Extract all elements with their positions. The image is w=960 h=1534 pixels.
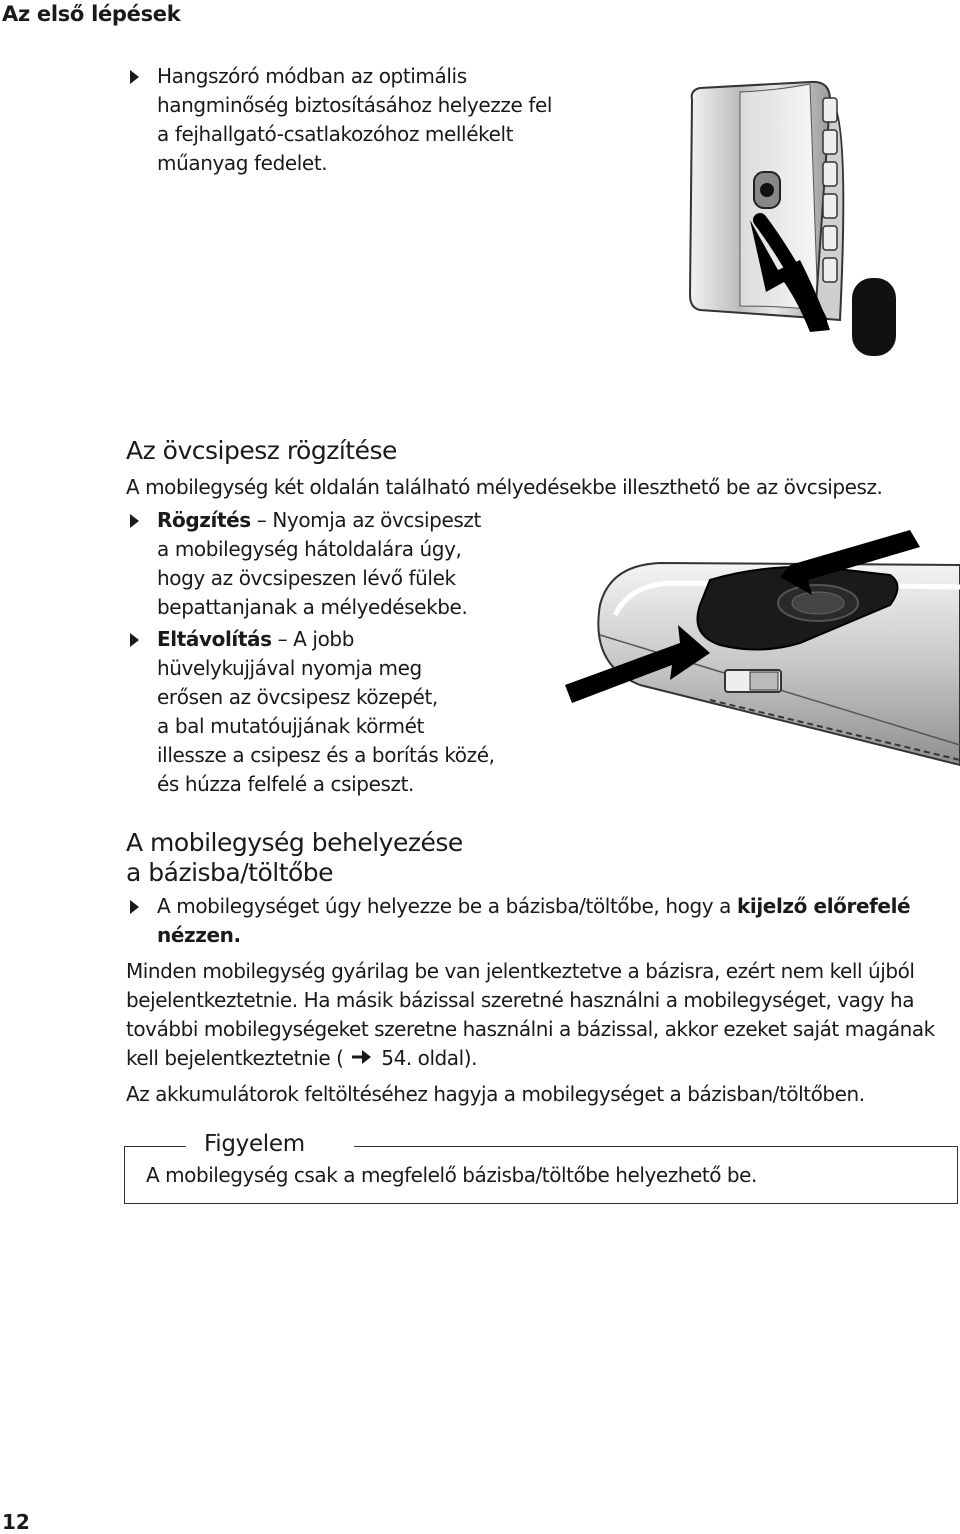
attach-label: Rögzítés xyxy=(157,508,251,532)
page-number: 12 xyxy=(2,1510,30,1534)
remove-line: hüvelykujjával nyomja meg xyxy=(157,656,422,680)
triangle-right-icon xyxy=(126,892,157,950)
remove-bullet xyxy=(126,625,546,799)
triangle-right-icon xyxy=(126,506,157,622)
page-reference-link[interactable]: 54. oldal). xyxy=(381,1046,477,1070)
section-heading-placing-line2: a bázisba/töltőbe xyxy=(126,858,334,887)
placing-bullet-text: A mobilegységet úgy helyezze be a bázisba/töltőbe, hogy a xyxy=(157,894,737,918)
registration-line: kell bejelentkeztetnie ( xyxy=(126,1046,344,1070)
attach-bullet xyxy=(126,506,546,622)
attach-line: a mobilegység hátoldalára úgy, xyxy=(157,537,462,561)
remove-line: és húzza felfelé a csipeszt. xyxy=(157,772,415,796)
placing-bullet-bold: kijelző előrefelé xyxy=(736,894,911,918)
registration-line: bejelentkeztetnie. Ha másik bázissal szeretné használni a mobilegységet, vagy ha xyxy=(126,988,915,1012)
placing-bullet-bold: nézzen. xyxy=(157,923,241,947)
remove-line: erősen az övcsipesz közepét, xyxy=(157,685,438,709)
section-heading-belt-clip: Az övcsipesz rögzítése xyxy=(126,436,397,465)
intro-line: hangminőség biztosításához helyezze fel xyxy=(157,93,553,117)
remove-line: a bal mutatóujjának körmét xyxy=(157,714,424,738)
remove-label: Eltávolítás xyxy=(157,627,272,651)
attach-line: hogy az övcsipeszen lévő fülek xyxy=(157,566,456,590)
page-header-title: Az első lépések xyxy=(2,2,181,26)
headset-cover-illustration xyxy=(680,70,910,370)
note-text: A mobilegység csak a megfelelő bázisba/töltőbe helyezhető be. xyxy=(146,1163,757,1187)
attach-line: bepattanjanak a mélyedésekbe. xyxy=(157,595,468,619)
triangle-right-icon xyxy=(126,625,157,799)
intro-line: Hangszóró módban az optimális xyxy=(157,64,467,88)
intro-bullet xyxy=(126,62,596,178)
remove-dash: – xyxy=(277,627,288,651)
registration-paragraph xyxy=(126,957,956,1074)
charging-paragraph: Az akkumulátorok feltöltéséhez hagyja a mobilegységet a bázisban/töltőben. xyxy=(126,1082,865,1106)
triangle-right-icon xyxy=(126,62,157,178)
placing-bullet xyxy=(126,892,956,950)
registration-line: további mobilegységeket szeretne használni a bázissal, akkor ezeket saját magának xyxy=(126,1017,935,1041)
remove-line: illessze a csipesz és a borítás közé, xyxy=(157,743,495,767)
belt-clip-illustration xyxy=(560,525,960,795)
attach-dash: – xyxy=(256,508,267,532)
note-title: Figyelem xyxy=(204,1131,305,1157)
remove-line: A jobb xyxy=(293,627,354,651)
registration-line: Minden mobilegység gyárilag be van jelentkeztetve a bázisra, ezért nem kell újból xyxy=(126,959,915,983)
attach-line: Nyomja az övcsipeszt xyxy=(272,508,481,532)
intro-line: a fejhallgató-csatlakozóhoz mellékelt xyxy=(157,122,514,146)
belt-clip-intro: A mobilegység két oldalán található mélyedésekbe illeszthető be az övcsipesz. xyxy=(126,475,883,499)
section-heading-placing-line1: A mobilegység behelyezése xyxy=(126,828,463,857)
intro-line: műanyag fedelet. xyxy=(157,151,328,175)
arrow-right-icon xyxy=(351,1045,373,1074)
